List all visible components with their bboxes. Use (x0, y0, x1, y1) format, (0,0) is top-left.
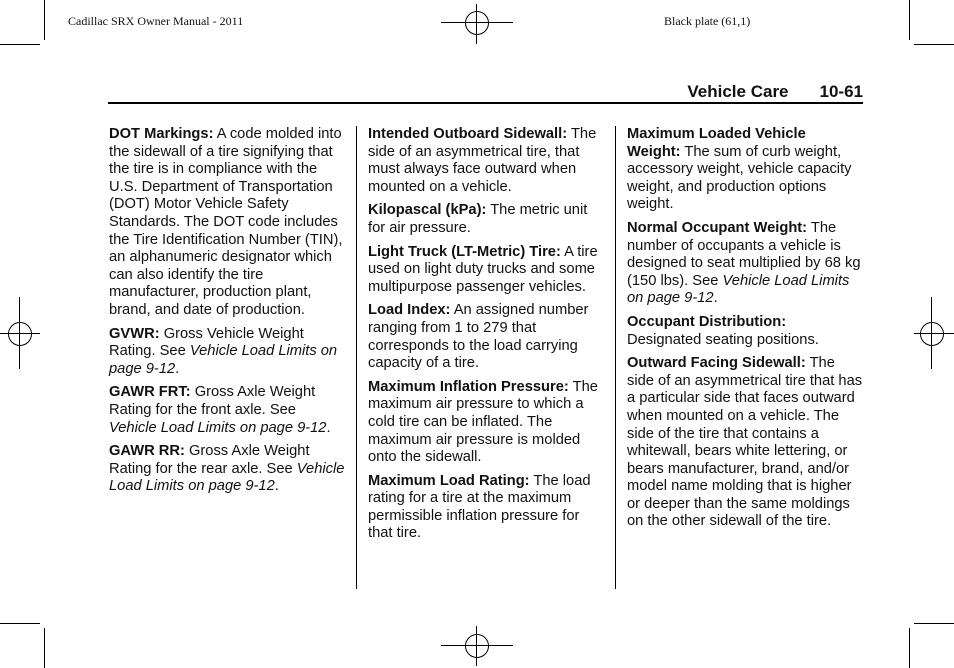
glossary-entry (627, 314, 863, 349)
glossary-term: Maximum Inflation Pressure: (368, 378, 569, 395)
glossary-entry (368, 202, 604, 237)
glossary-entry (109, 126, 345, 320)
reference-punctuation: . (175, 360, 180, 377)
reference-punctuation: . (274, 478, 279, 495)
glossary-definition: The sum of curb weight, accessory weight, vehicle capacity weight, and production options weight. (627, 143, 852, 213)
glossary-definition: The maximum air pressure to which a cold tire can be inflated. The maximum air pressure is molded onto the sidewall. (368, 378, 598, 466)
glossary-entry (368, 244, 604, 297)
crop-mark-tr-v (909, 0, 910, 40)
glossary-entry (368, 379, 604, 467)
glossary-term: Load Index: (368, 302, 451, 319)
glossary-definition: The side of an asymmetrical tire that has a particular side that faces outward when mounted on a vehicle. The side of the tire that contains a whitewall, bears white lettering, or bears manufacturer, brand, and/or model name molding that is higher or deeper than the same moldings on the other sidewall of the tire. (627, 355, 863, 530)
glossary-entry (627, 220, 863, 308)
reference-punctuation: . (713, 290, 718, 307)
section-title: Vehicle Care (687, 82, 789, 101)
crop-mark-br-h (914, 623, 954, 624)
crop-mark-tr-h (914, 44, 954, 45)
cross-reference-link[interactable]: Vehicle Load Limits on page 9-12 (109, 419, 327, 436)
crop-mark-bl-h (0, 623, 40, 624)
cross-reference-link[interactable]: Vehicle Load Limits on page 9-12 (627, 272, 850, 307)
glossary-entry (109, 326, 345, 379)
text-column-1 (109, 126, 345, 502)
glossary-definition: A tire used on light duty trucks and some multipurpose passenger vehicles. (368, 243, 598, 295)
glossary-entry (627, 355, 863, 531)
running-head (108, 80, 863, 104)
glossary-entry (627, 126, 863, 214)
glossary-term: Maximum Loaded Vehicle Weight: (627, 126, 806, 160)
plate-label: Black plate (61,1) (664, 14, 751, 28)
glossary-term: GVWR: (109, 325, 160, 342)
glossary-definition: The metric unit for air pressure. (368, 202, 588, 236)
cross-reference-link[interactable]: Vehicle Load Limits on page 9-12 (109, 343, 338, 377)
glossary-term: DOT Markings: (109, 126, 214, 142)
glossary-term: Light Truck (LT-Metric) Tire: (368, 243, 561, 260)
text-column-3 (627, 126, 863, 537)
glossary-entry (368, 126, 604, 196)
reference-punctuation: . (326, 419, 331, 436)
crop-mark-bl-v (44, 628, 45, 668)
glossary-term: GAWR RR: (109, 443, 185, 460)
glossary-term: GAWR FRT: (109, 384, 191, 401)
text-column-2 (368, 126, 604, 549)
glossary-definition: The number of occupants a vehicle is designed to seat multiplied by 68 kg (150 lbs). See (627, 219, 861, 289)
glossary-definition: Gross Axle Weight Rating for the front axle. See (109, 384, 316, 418)
crop-mark-tl-h (0, 44, 40, 45)
glossary-term: Kilopascal (kPa): (368, 202, 487, 219)
glossary-entry (109, 384, 345, 437)
column-divider (615, 126, 616, 589)
page-number: 10-61 (819, 82, 863, 101)
glossary-term: Maximum Load Rating: (368, 472, 530, 489)
glossary-entry (368, 302, 604, 372)
cross-reference-link[interactable]: Vehicle Load Limits on page 9-12 (109, 460, 345, 495)
glossary-definition: Designated seating positions. (627, 331, 819, 348)
glossary-term: Intended Outboard Sidewall: (368, 126, 568, 142)
glossary-term: Occupant Distribution: (627, 313, 787, 330)
crop-mark-br-v (909, 628, 910, 668)
glossary-definition: The side of an asymmetrical tire, that must always face outward when mounted on a vehicle. (368, 126, 597, 195)
glossary-definition: Gross Axle Weight Rating for the rear axle. See (109, 443, 310, 477)
document-title: Cadillac SRX Owner Manual - 2011 (68, 14, 244, 28)
glossary-entry (368, 473, 604, 543)
column-divider (356, 126, 357, 589)
glossary-term: Normal Occupant Weight: (627, 219, 808, 236)
crop-mark-tl-v (44, 0, 45, 40)
glossary-definition: Gross Vehicle Weight Rating. See (109, 325, 304, 360)
glossary-definition: A code molded into the sidewall of a tire signifying that the tire is in compliance with the U.S. Department of Transportation (DOT) Motor Vehicle Safety Standards. The DOT code includes the Tire Identification Number (TIN), an alphanumeric designator which can also identify the tire manufacturer, production plant, brand, and date of production. (109, 126, 343, 318)
glossary-term: Outward Facing Sidewall: (627, 355, 806, 372)
glossary-entry (109, 443, 345, 496)
glossary-definition: The load rating for a tire at the maximum permissible inflation pressure for that tire. (368, 472, 591, 542)
glossary-definition: An assigned number ranging from 1 to 279 that corresponds to the load carrying capacity of a tire. (368, 302, 589, 372)
